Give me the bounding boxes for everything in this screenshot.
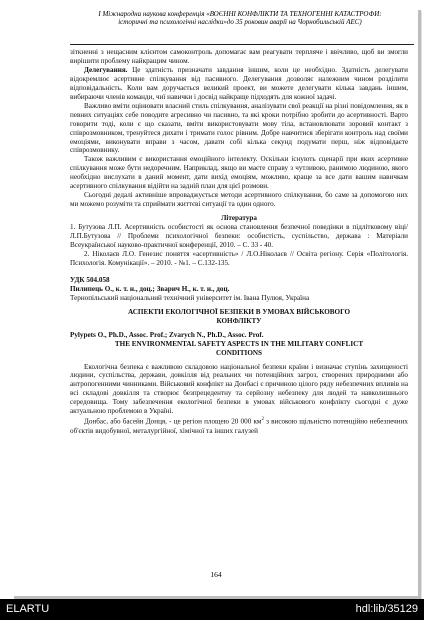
- repository-name: ELARTU: [6, 603, 50, 615]
- delegation-lead: Делегування.: [84, 65, 128, 74]
- authors-en: Pylypets O., Ph.D., Assoc. Prof.; Zvarych N., Ph.D., Assoc. Prof.: [70, 330, 264, 339]
- header-line-2: історичні та психологічні наслідки»до 35 роковин аварії на Чорнобильській АЕС): [118, 18, 362, 27]
- affiliation: Тернопільський національний технічний університет ім. Івана Пулюя, Україна: [70, 293, 310, 302]
- header-line-1: І Міжнародна наукова конференція «ВОЄННІ КОНФЛІКТИ ТА ТЕХНОГЕННІ КАТАСТРОФИ:: [98, 10, 382, 18]
- udc-code: УДК 504.058: [70, 275, 110, 284]
- handle-id: hdl:lib/35129: [355, 603, 418, 615]
- paragraph: Екологічна безпека є важливою складовою національної безпеки країни і визначає ступінь захищеності людини, суспільства, держави, довкілля від реальних чи потенційних загроз, створених природними або антропогенними чинниками. Військовий конфлікт на Донбасі є причиною цілого ряду небезпечних впливів на всі складові довкілля та створює безпрецедентну та серйозну небезпеку для людей та навколишнього середовища. Тому забезпечення екологічної безпеки в умовах військового конфлікту сьогодні є дуже актуальною проблемою в Україні.: [70, 362, 408, 416]
- paragraph: Сьогодні дедалі активніше впроваджується методи асертивного спілкування, бо саме за допомогою них ми можемо розуміти та сприймати життєві ситуації та один одного.: [70, 191, 408, 209]
- paragraph: Також важливим є використання емоційного інтелекту. Оскільки існують сценарії при яких асертивне спілкування може бути недоречним. Наприклад, якщо ви маєте справу з чутливою, ранимою людиною, якого необхідно вислухати в даний момент, дати вихід емоціям, можливо, краще за все дати вашим навичкам асертивного спілкування відійти на задній план для цієї розмови.: [70, 155, 408, 191]
- paragraph: Важливо вміти оцінювати власний стиль спілкування, аналізувати свої реакції на різні повідомлення, як в певних ситуаціях себе поводите агресивно чи пасивно, та які кроки потрібно зробити до асертивності. Варто говорити тоді, коли є що сказати, вміти використовувати мову тіла, встановлювати зоровий контакт з співрозмовником, тренуйтеся дихати і тримати голос рівним. Добре навчитися зберігати контроль над своїми емоціями, виконувати вправи з часом, давати собі кілька секунд подумати перш, ніж відповідаєте співрозмовнику.: [70, 101, 408, 155]
- authors-ua: Пилипець О., к. т. н., доц.; Зварич Н., к. т. н., доц.: [70, 284, 230, 293]
- repository-footer: [0, 599, 424, 620]
- paragraph-delegation: [70, 66, 408, 102]
- delegation-text: Це здатність призначати завдання іншим, коли це необхідно. Здатність делегувати відокремлює асертивне спілкування від пасивного. Делегування дозволяє належним чином розділити відповідальність. Коли вам доручається великий проект, ви можете делегувати кілька завдань іншим, вибираючи членів команди, чиї навички і досвід найкраще підходять для кожної задачі.: [70, 65, 408, 101]
- paragraph: зіткненні з нещасним клієнтом самоконтроль допомагає вам реагувати терпляче і ввічливо, щоб ви змогли вирішити проблему найкращим чином.: [70, 48, 408, 65]
- article-title-ua: АСПЕКТИ ЕКОЛОГІЧНОЇ БЕЗПЕКИ В УМОВАХ ВІЙСЬКОВОГО КОНФЛІКТУ: [127, 307, 351, 325]
- body-text: [70, 48, 408, 436]
- paragraph-donbas: Донбас, або басейн Донця, - це регіон площею 20 000 $км^2$ з високою щільністю потенційно небезпечних об'єктів видобувної, металургійної, хімічної та інших галузей: [70, 417, 408, 435]
- reference-1: 1. Бутузова Л.П. Асертивність особистості як основа становлення безпечної поведінки в підлітковому віці/ Л.П.Бутузова // Проблеми психологічної безпеки: особистість, суспільство, держава : Матеріали Всеукраїнської науково-практичної конференції, 2010. – С. 33 - 40.: [70, 223, 408, 250]
- article-title-en: THE ENVIRONMENTAL SAFETY ASPECTS IN THE MILITARY CONFLICT CONDITIONS: [114, 339, 364, 357]
- header-rule: [70, 44, 414, 45]
- reference-2: 2. Ніколаєв Л.О. Генезис поняття «асертивність» / Л.О.Ніколаєв // Освіта регіону. Серія «Політологія. Психологія. Комунікації». – 2010. - №1. – С.132-135.: [70, 249, 408, 267]
- conference-header: [70, 10, 410, 27]
- document-page: [14, 10, 421, 599]
- literature-heading: Література: [221, 214, 257, 223]
- page-number: 164: [210, 570, 222, 579]
